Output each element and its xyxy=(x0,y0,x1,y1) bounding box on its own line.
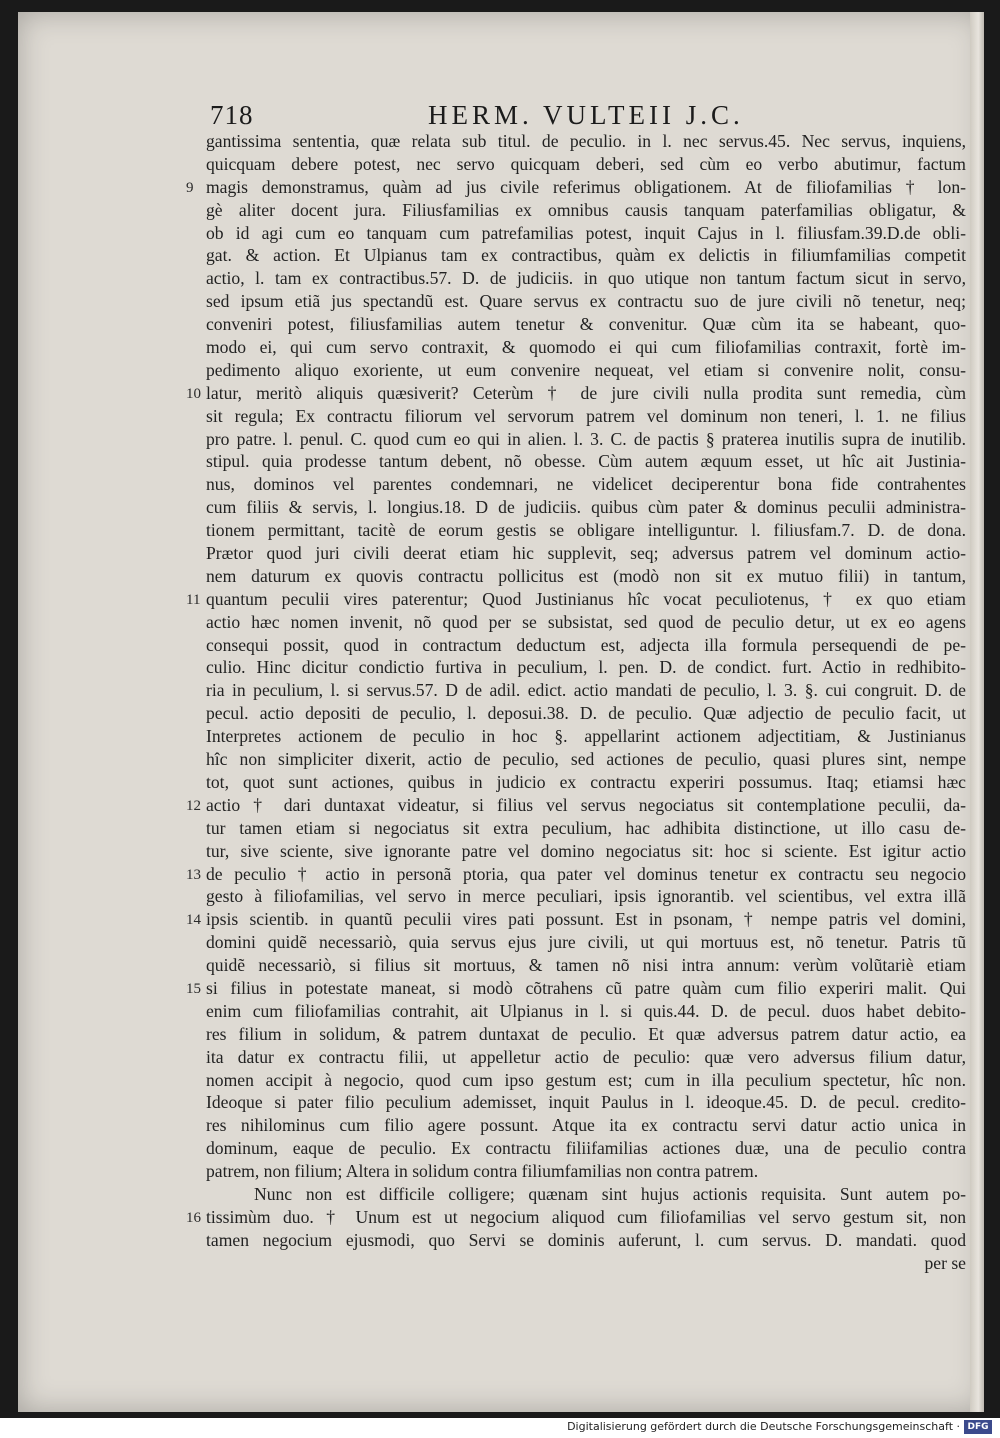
line-text: domini quidẽ necessariò, quia servus ejus jure civili, ut qui mortuus est, nõ tenetur. Patris tũ xyxy=(206,932,966,953)
line-text: hîc non simpliciter dixerit, actio de peculio, sed actiones de peculio, quasi plures sint, nempe xyxy=(206,749,966,770)
margin-number: 11 xyxy=(186,591,201,608)
line-text: dominum, eaque de peculio. Ex contractu filiifamilias actiones duæ, una de peculio contra xyxy=(206,1138,966,1159)
text-line xyxy=(206,359,966,382)
line-text: ita datur ex contractu filii, ut appelletur actio de peculio: quæ vero adversus filium datur, xyxy=(206,1046,966,1067)
body-text xyxy=(186,130,966,1275)
line-text: quicquam debere potest, nec servo quicquam deberi, sed cùm eo verbo abutimur, factum xyxy=(206,153,966,174)
text-line xyxy=(206,611,966,634)
text-line xyxy=(186,794,966,817)
text-line xyxy=(206,199,966,222)
text-line xyxy=(186,863,966,886)
text-line xyxy=(206,679,966,702)
line-text: Ideoque si pater filio peculium ademisset, inquit Paulus in l. ideoque.45. D. de pecul. credito- xyxy=(206,1092,966,1113)
text-line xyxy=(206,336,966,359)
dfg-logo: DFG xyxy=(964,1420,992,1434)
text-line xyxy=(206,473,966,496)
text-line xyxy=(206,1114,966,1137)
text-line xyxy=(206,313,966,336)
line-text: gat. & action. Et Ulpianus tam ex contractibus, quàm ex delictis in filiumfamilias competit xyxy=(206,245,966,266)
margin-number: 16 xyxy=(186,1209,201,1226)
footer-bar xyxy=(0,1418,1000,1438)
line-text: stipul. quia prodesse tantum debent, nõ obesse. Cùm autem æquum esset, ut hîc ait Justinia- xyxy=(206,451,966,472)
text-line xyxy=(206,542,966,565)
text-line xyxy=(206,725,966,748)
line-text: culio. Hinc dicitur condictio furtiva in peculium, l. pen. D. de condict. furt. Actio in redhibito- xyxy=(206,657,966,678)
line-text: tur tamen etiam si negociatus sit extra peculium, hac adhibita distinctione, ut illo casu de- xyxy=(206,817,966,838)
text-line xyxy=(206,1023,966,1046)
text-line xyxy=(206,840,966,863)
line-text: Prætor quod juri civili deerat etiam hic supplevit, seq; adversus patrem vel dominum actio- xyxy=(206,543,966,564)
line-text: conveniri potest, filiusfamilias autem tenetur & convenitur. Quæ cùm ita se habeant, quo- xyxy=(206,314,966,335)
text-line xyxy=(206,817,966,840)
line-text: actio, l. tam ex contractibus.57. D. de judiciis. in quo utique non tantum factum sicut in servo, xyxy=(206,268,966,289)
text-line xyxy=(206,1160,966,1183)
line-text: latur, meritò aliquis quæsiverit? Ceterùm † de jure civili nulla prodita sunt remedia, cùm xyxy=(206,382,966,403)
text-line xyxy=(206,428,966,451)
text-line xyxy=(206,748,966,771)
text-line xyxy=(206,954,966,977)
line-text: quantum peculii vires paterentur; Quod Justinianus hîc vocat peculiotenus, † ex quo etiam xyxy=(206,588,966,609)
line-text: pecul. actio depositi de peculio, l. deposui.38. D. de peculio. Quæ adjectio de peculio facit, ut xyxy=(206,703,966,724)
line-text: actio hæc nomen invenit, nõ quod per se subsistat, sed quod de peculio detur, ut ex eo agens xyxy=(206,611,966,632)
line-text: quidẽ necessariò, si filius sit mortuus, & tamen nõ nisi intra annum: verùm volũtariè etiam xyxy=(206,955,966,976)
line-text: enim cum filiofamilias contrahit, ait Ulpianus in l. si quis.44. D. de pecul. duos habet debito- xyxy=(206,1000,966,1021)
margin-number: 13 xyxy=(186,866,201,883)
line-text: tur, sive sciente, sive ignorante patre vel domino negociatus sit: hoc si sciente. Est igitur actio xyxy=(206,840,966,861)
text-line xyxy=(206,656,966,679)
margin-number: 9 xyxy=(186,179,194,196)
line-text: gantissima sententia, quæ relata sub titul. de peculio. in l. nec servus.45. Nec servus, inquiens, xyxy=(206,131,966,151)
line-text: sed ipsum etiã jus spectandũ est. Quare servus ex contractu suo de jure civili nõ tenetur, neq; xyxy=(206,291,966,312)
text-line xyxy=(206,290,966,313)
text-line xyxy=(206,702,966,725)
text-line xyxy=(186,908,966,931)
line-text: res nihilominus cum filio agere possunt. Atque ita ex contractu servi datur actio unica in xyxy=(206,1115,966,1136)
text-line xyxy=(206,565,966,588)
text-line xyxy=(206,931,966,954)
line-text: ria in peculium, l. si servus.57. D de adil. edict. actio mandati de peculio, l. 3. §. cui congruit. D. de xyxy=(206,680,966,701)
line-text: actio † dari duntaxat videatur, si filius vel servus negociatus sit contemplatione peculii, da- xyxy=(206,794,966,815)
line-text: tamen negocium ejusmodi, quo Servi se dominis auferunt, l. cum servus. D. mandati. quod xyxy=(206,1229,966,1250)
text-line xyxy=(206,130,966,153)
line-text: Interpretes actionem de peculio in hoc §. appellarint actionem adjectitiam, & Justinianus xyxy=(206,726,966,747)
text-line xyxy=(206,1183,966,1206)
line-text: nem daturum ex quovis contractu pollicitus est (modò non sit ex mutuo filii) in tantum, xyxy=(206,565,966,586)
text-line xyxy=(206,405,966,428)
text-line xyxy=(186,1206,966,1229)
text-line xyxy=(206,450,966,473)
margin-number: 15 xyxy=(186,980,201,997)
text-line xyxy=(206,1137,966,1160)
line-text: res filium in solidum, & patrem duntaxat de peculio. Et quæ adversus patrem datur actio, ea xyxy=(206,1023,966,1044)
line-text: patrem, non filium; Altera in solidum contra filiumfamilias non contra patrem. xyxy=(206,1161,759,1182)
line-text: nomen accipit à negocio, quod cum ipso gestum est; cum in illa peculium spectetur, hîc non. xyxy=(206,1069,966,1090)
line-text: tionem permittant, tacitè de eorum gestis se obligare intelliguntur. l. filiusfam.7. D. de dona. xyxy=(206,520,966,541)
page-edge xyxy=(970,12,984,1412)
digitization-credit: Digitalisierung gefördert durch die Deutsche Forschungsgemeinschaft · xyxy=(567,1420,960,1433)
line-text: cum filiis & servis, l. longius.18. D de judiciis. quibus cùm pater & dominus peculii administra- xyxy=(206,497,966,518)
line-text: si filius in potestate maneat, si modò cõtrahens cũ patre quàm cum filio experiri malit. Qui xyxy=(206,977,966,998)
line-text: nus, dominos vel parentes condemnari, ne videlicet deciperentur bona fide contrahentes xyxy=(206,474,966,495)
line-text: de peculio † actio in personã ptoria, qua pater vel dominus tenetur ex contractu seu negocio xyxy=(206,863,966,884)
text-line xyxy=(206,1229,966,1252)
line-text: per se xyxy=(924,1252,966,1273)
text-line xyxy=(186,176,966,199)
line-text: pro patre. l. penul. C. quod cum eo qui in alien. l. 3. C. de pactis § praterea inutilis supra de inutilib. xyxy=(206,428,966,449)
line-text: Nunc non est difficile colligere; quænam sint hujus actionis requisita. Sunt autem po- xyxy=(254,1183,966,1204)
text-line xyxy=(206,267,966,290)
text-line xyxy=(206,244,966,267)
text-line xyxy=(206,1091,966,1114)
text-line xyxy=(186,588,966,611)
text-line xyxy=(206,1046,966,1069)
text-line xyxy=(206,1069,966,1092)
text-line xyxy=(206,496,966,519)
text-line xyxy=(206,771,966,794)
text-line xyxy=(206,1000,966,1023)
line-text: gè aliter docent jura. Filiusfamilias ex omnibus causis tanquam paterfamilias obligatur, & xyxy=(206,199,966,220)
text-line xyxy=(186,977,966,1000)
text-line xyxy=(206,634,966,657)
running-title: HERM. VULTEII J.C. xyxy=(428,100,744,130)
line-text: ob id agi cum eo tanquam cum patrefamilias potest, inquit Cajus in l. filiusfam.39.D.de obli- xyxy=(206,222,966,243)
line-text: tissimùm duo. † Unum est ut negocium aliquod cum filiofamilias vel servo gestum sit, non xyxy=(206,1206,966,1227)
text-line xyxy=(206,885,966,908)
margin-number: 10 xyxy=(186,385,201,402)
line-text: magis demonstramus, quàm ad jus civile referimus obligationem. At de filiofamilias † lon- xyxy=(206,176,966,197)
line-text: tot, quot sunt actiones, quibus in judicio ex contractu experiri possumus. Itaq; etiamsi hæc xyxy=(206,771,966,792)
line-text: consequi possit, quod in contractum deductum est, adjecta illa formula persequendi de pe- xyxy=(206,634,966,655)
line-text: ipsis scientib. in quantũ peculii vires pati possunt. Est in psonam, † nempe patris vel domini, xyxy=(206,909,966,930)
line-text: pedimento aliquo exoriente, ut eum convenire nequeat, vel etiam si convenire nolit, consu- xyxy=(206,359,966,380)
text-line xyxy=(206,153,966,176)
text-line xyxy=(206,1252,966,1275)
text-line xyxy=(186,382,966,405)
text-line xyxy=(206,222,966,245)
line-text: sit regula; Ex contractu filiorum vel servorum patrem vel dominum non teneri, l. 1. ne filius xyxy=(206,405,966,426)
line-text: gesto à filiofamilias, vel servo in merce peculiari, ipsis ignorantib. vel scientibus, vel extra illã xyxy=(206,886,966,907)
line-text: modo ei, qui cum servo contraxit, & quomodo ei qui cum filiofamilias contraxit, fortè im- xyxy=(206,337,966,358)
margin-number: 12 xyxy=(186,797,201,814)
margin-number: 14 xyxy=(186,912,201,929)
text-line xyxy=(206,519,966,542)
page-number: 718 xyxy=(210,100,254,130)
